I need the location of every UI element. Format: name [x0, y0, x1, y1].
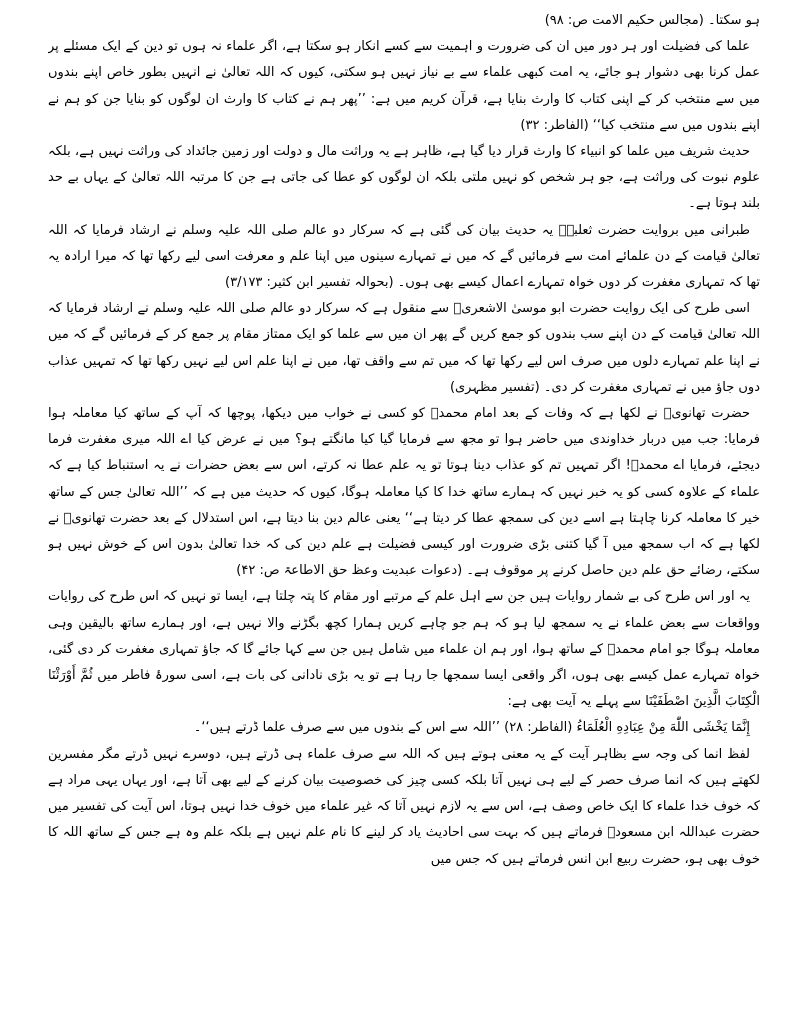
document-page — [48, 8, 760, 1024]
quran-verse: إِنَّمَا يَخْشَى اللّٰهَ مِنْ عِبَادِهِ الْعُلَمَاءُ (الفاطر: ۲۸) ’’اللہ سے اس کے بندوں میں سے صرف علما ڈرتے ہیں‘‘۔ — [193, 720, 750, 736]
paragraph-abu-musa-riwayat: اسی طرح کی ایک روایت حضرت ابو موسیٰ الاشعریؓ سے منقول ہے کہ سرکار دو عالم صلی اللہ علیہ وسلم نے ارشاد فرمایا کہ اللہ تعالیٰ قیامت کے دن اپنے سب بندوں کو جمع کریں گے پھر ان میں سے علما کو ایک ممتاز مقام پر جمع کر کے فرمائیں گے کہ میں نے اپنا علم تمہارے دلوں میں صرف اس لیے رکھا تھا کہ میں تم سے واقف تھا، میں نے اپنا علم اس لیے نہیں رکھا تھا کہ تمہیں عذاب دوں جاؤ میں نے تمہاری مغفرت کر دی۔ (تفسیر مظہری) — [48, 301, 760, 395]
paragraph-tabrani-riwayat: طبرانی میں بروایت حضرت ثعلبہؓ یہ حدیث بیان کی گئی ہے کہ سرکار دو عالم صلی اللہ علیہ وسلم نے ارشاد فرمایا کہ اللہ تعالیٰ قیامت کے دن علمائے امت سے فرمائیں گے کہ میں نے تمہارے سینوں میں اپنا علم و معرفت اسی لیے رکھا تھا کہ میرا ارادہ یہ تھا کہ تمہاری مغفرت کر دوں خواہ تمہارے اعمال کیسے بھی ہوں۔ (بحوالہ تفسیر ابن کثیر: ۳/۱۷۳) — [48, 222, 760, 291]
paragraph-thanvi-imam-muhammad: حضرت تھانویؒ نے لکھا ہے کہ وفات کے بعد امام محمدؒ کو کسی نے خواب میں دیکھا، پوچھا کہ آپ کے ساتھ کیا معاملہ ہوا فرمایا: جب میں دربار خداوندی میں حاضر ہوا تو مجھ سے فرمایا گیا کیا مانگتے ہو؟ میں نے عرض کیا اے اللہ میری مغفرت فرما دیجئے، فرمایا اے محمدؐ! اگر تمہیں تم کو عذاب دینا ہوتا تو یہ علم عطا نہ کرتے، اس سے بعض حضرات نے یہ استنباط کیا ہے کہ علماء کے علاوہ کسی کو یہ خبر نہیں کہ ہمارے ساتھ خدا کا کیا معاملہ ہوگا، کیوں کہ حدیث میں ہے کہ ’’اللہ تعالیٰ جس کے ساتھ خیر کا معاملہ کرنا چاہتا ہے اسے دین کی سمجھ عطا کر دیتا ہے‘‘ یعنی عالم دین بنا دیتا ہے، اس استدلال کے بعد حضرت تھانویؒ نے لکھا ہے کہ اب سمجھ میں آ گیا کتنی بڑی ضرورت اور کیسی فضیلت ہے علم دین کی کہ خدا تعالیٰ بدون اس کے خوش نہیں ہو سکتے، رضائے حق علم دین حاصل کرنے پر موقوف ہے۔ (دعوات عبدیت وعظ حق الاطاعۃ ص: ۴۲) — [48, 406, 760, 579]
paragraph-warning-ulama: یہ اور اس طرح کی بے شمار روایات ہیں جن سے اہل علم کے مرتبے اور مقام کا پتہ چلتا ہے، ایسا تو نہیں کہ اس طرح کی روایات وواقعات سے بعض علماء نے یہ سمجھ لیا ہو کہ ہم جو چاہے کریں ہمارا کچھ بگڑنے والا نہیں ہے، اور ہمارے ساتھ بالیقین وہی معاملہ ہوگا جو امام محمدؒ کے ساتھ ہوا، اور ہم ان علماء میں شامل ہیں جن سے کہا جائے گا کہ جاؤ تمہاری مغفرت کر دی گئی، خواہ تمہارے عمل کیسے بھی ہوں، اگر واقعی ایسا سمجھا جا رہا ہے تو یہ بڑی نادانی کی بات ہے، اسی سورۂ فاطر میں ثُمَّ أَوْرَثْنَا الْكِتَابَ الَّذِينَ اصْطَفَيْنَا سے پہلے یہ آیت بھی ہے: — [48, 589, 760, 710]
paragraph-citation-line: ہو سکتا۔ (مجالس حکیم الامت ص: ۹۸) — [544, 13, 760, 28]
paragraph-innama-tafseer: لفظ انما کی وجہ سے بظاہر آیت کے یہ معنی ہوتے ہیں کہ اللہ سے صرف علماء ہی ڈرتے ہیں، دوسرے نہیں ڈرتے مگر مفسرین لکھتے ہیں کہ انما صرف حصر کے لیے ہی نہیں آتا بلکہ کسی چیز کی خصوصیت بیان کرنے کے لیے بھی آتا ہے، اور یہاں یہی مراد ہے کہ خوف خدا علماء کا ایک خاص وصف ہے، اس سے یہ لازم نہیں آتا کہ غیر علماء میں خوف خدا نہیں ہوتا، اس آیت کی تفسیر میں حضرت عبداللہ ابن مسعودؓ فرماتے ہیں کہ بہت سی احادیث یاد کر لینے کا نام علم نہیں ہے بلکہ علم وہ ہے جس کے ساتھ اللہ کا خوف بھی ہو، حضرت ربیع ابن انس فرماتے ہیں کہ جس میں — [48, 746, 760, 867]
paragraph-ulama-fazilat: علما کی فضیلت اور ہر دور میں ان کی ضرورت و اہمیت سے کسے انکار ہو سکتا ہے، اگر علماء نہ ہوں تو دین کے ایک مسئلے پر عمل کرنا بھی دشوار ہو جائے، یہ امت کبھی علماء سے بے نیاز نہیں ہو سکتی، کیوں کہ اللہ تعالیٰ نے انہیں بطور خاص اپنے بندوں میں سے منتخب کر کے اپنی کتاب کا وارث بنایا ہے، قرآن کریم میں ہے: ’’پھر ہم نے کتاب کا وارث ان لوگوں کو بنایا جن کو ہم نے اپنے بندوں میں سے منتخب کیا‘‘ (الفاطر: ۳۲) — [48, 39, 760, 133]
paragraph-hadith-waris: حدیث شریف میں علما کو انبیاء کا وارث قرار دیا گیا ہے، ظاہر ہے یہ وراثت مال و دولت اور زمین جائداد کی وراثت نہیں ہے، بلکہ علوم نبوت کی وراثت ہے، جو ہر شخص کو نہیں ملتی بلکہ ان لوگوں کو عطا کی جاتی ہے جن کا مرتبہ اللہ تعالیٰ کے یہاں بے حد بلند ہوتا ہے۔ — [48, 144, 760, 212]
